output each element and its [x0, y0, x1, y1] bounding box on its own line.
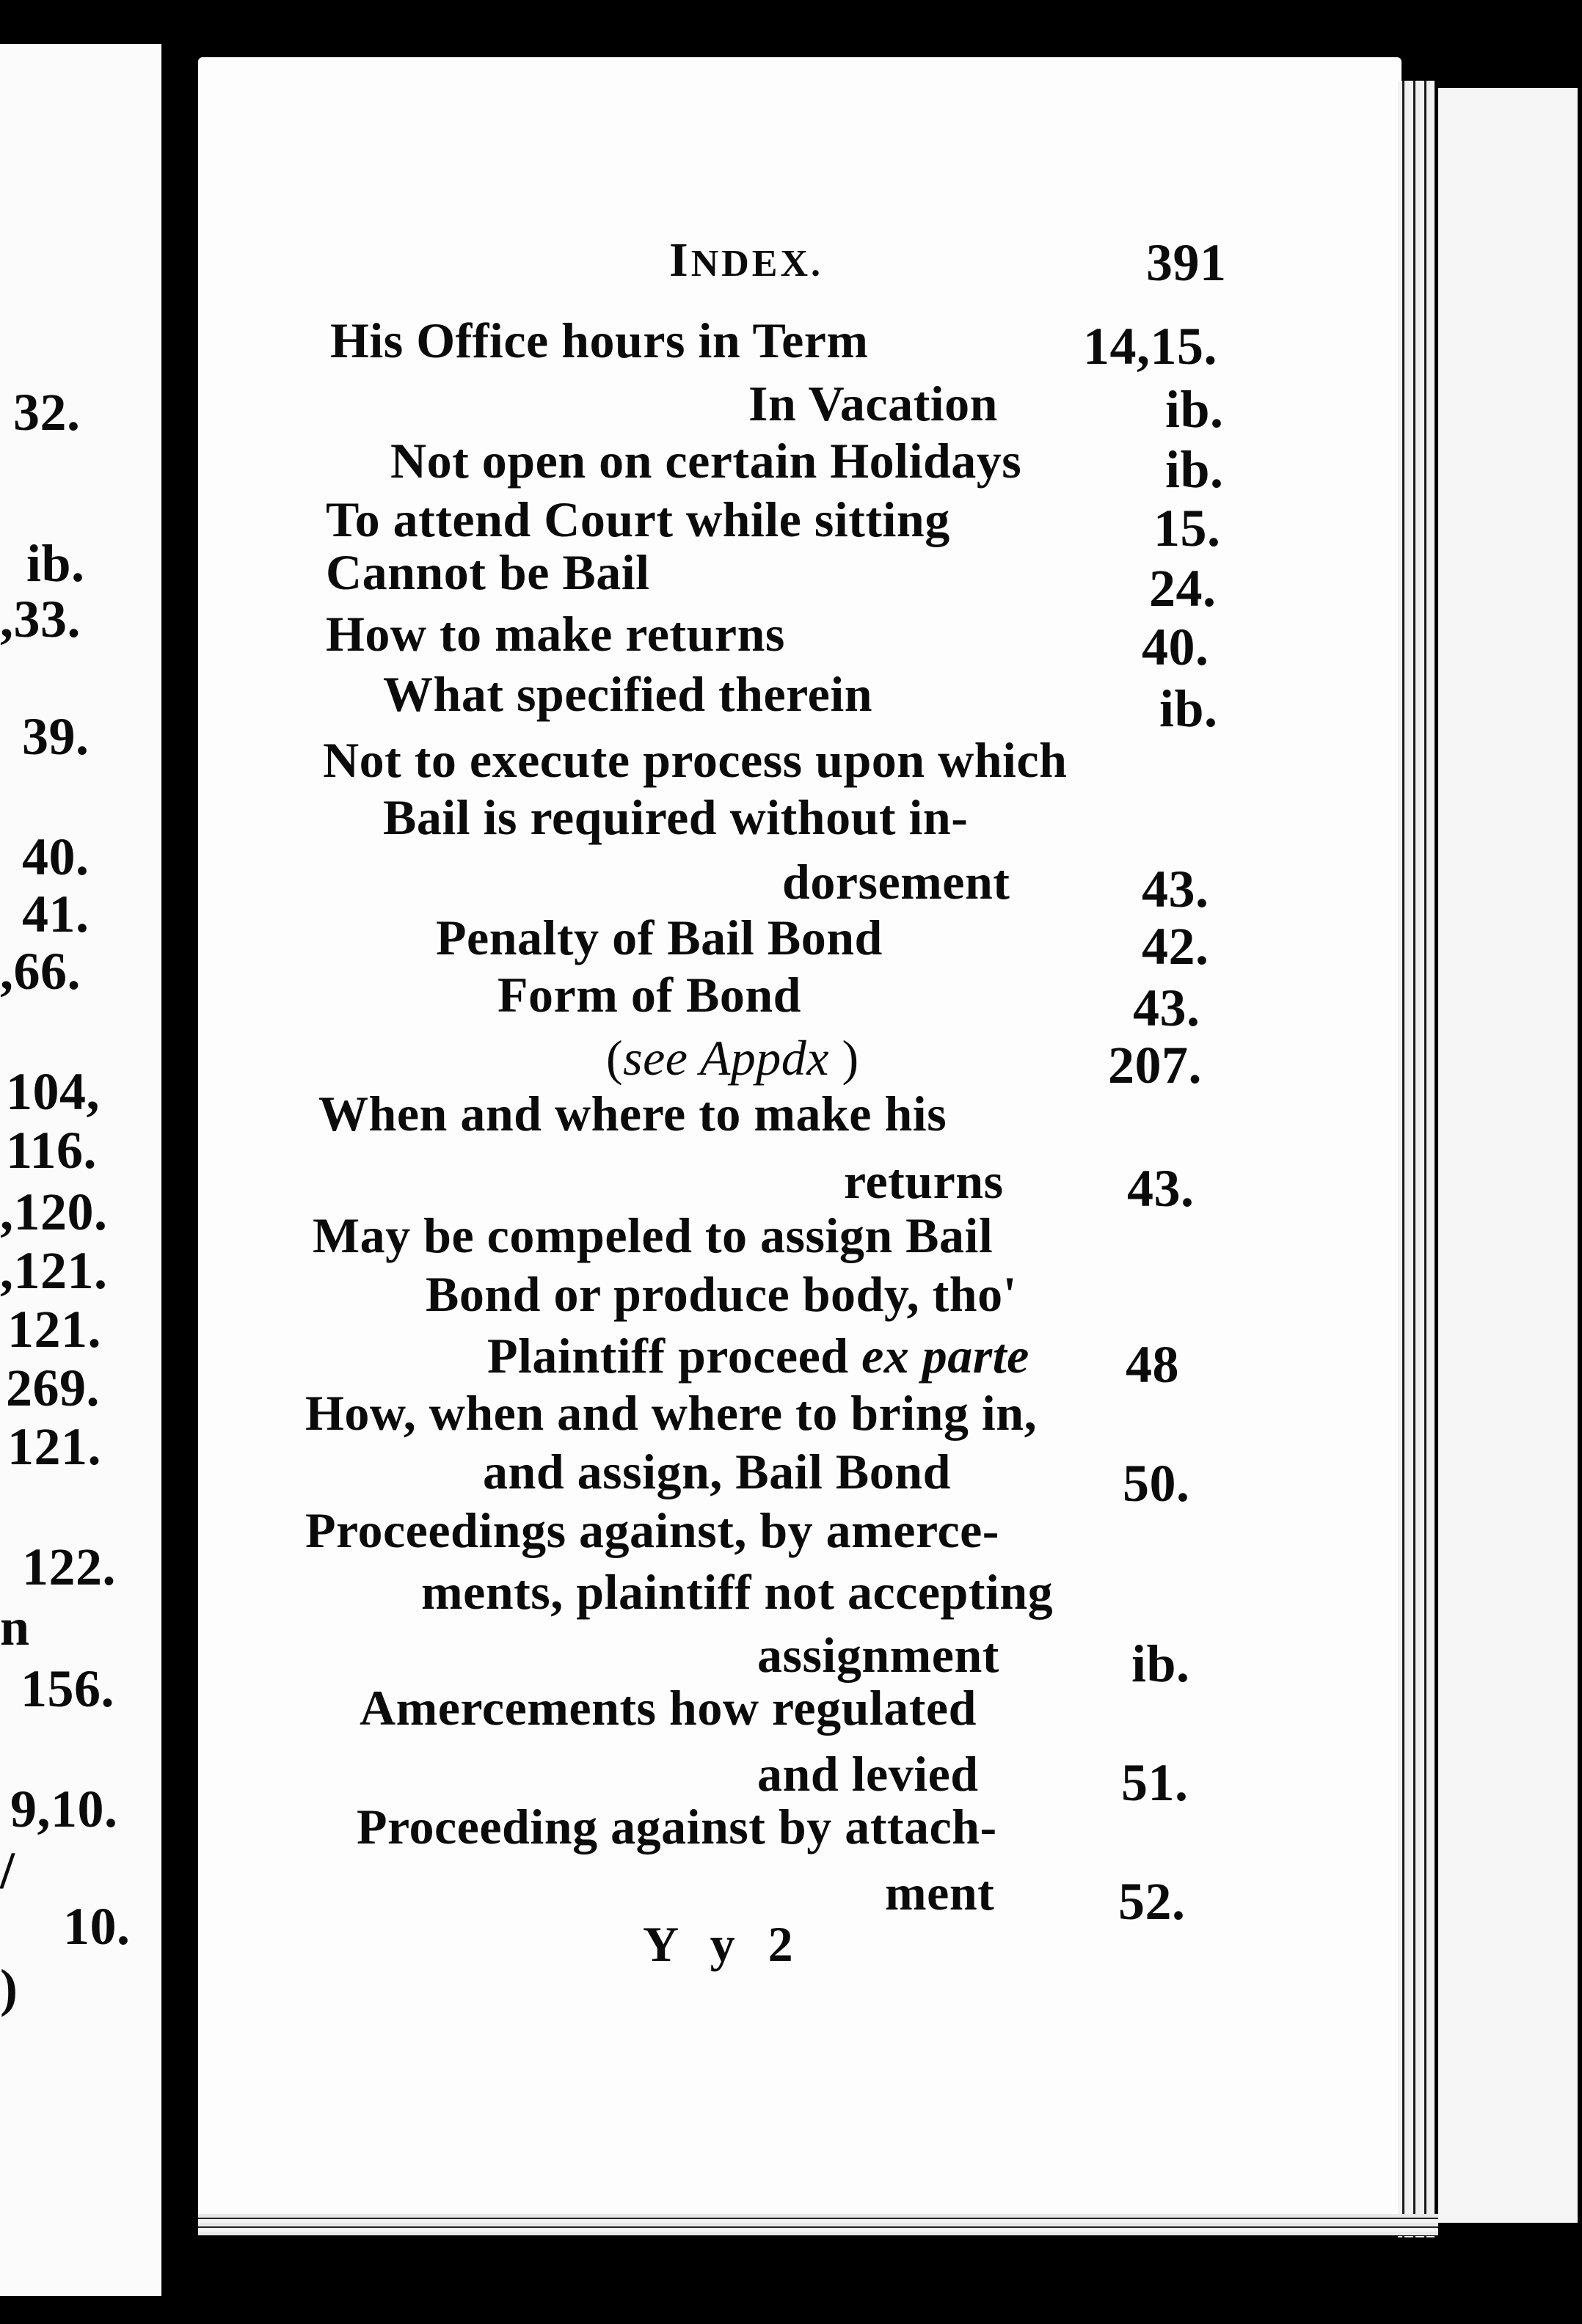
entry-text: What specified therein [383, 666, 873, 722]
entry-text: Not to execute process upon which [323, 732, 1068, 788]
entry-text: ments, plaintiff not accepting [421, 1564, 1054, 1620]
entry-text-mixed: (see Appdx ) [606, 1030, 859, 1086]
entry-text: returns [844, 1153, 1004, 1209]
left-page-number: 39. [22, 707, 90, 766]
entry-pages: 24. [1149, 559, 1217, 618]
entry-text: Bond or produce body, tho' [426, 1266, 1017, 1322]
left-page-number: 121. [7, 1300, 101, 1359]
left-page-number: 116. [6, 1121, 98, 1180]
entry-pages: ib. [1159, 679, 1218, 738]
entry-pages: 43. [1133, 979, 1200, 1037]
entry-text: How to make returns [326, 606, 785, 662]
bottom-page-edges [198, 2214, 1438, 2236]
entry-pages: 40. [1142, 618, 1209, 676]
left-page-number: 156. [21, 1659, 114, 1718]
left-page-number: 32. [13, 383, 81, 442]
entry-text: His Office hours in Term [330, 313, 869, 368]
entry-text: dorsement [782, 854, 1010, 910]
entry-text: ment [885, 1865, 995, 1921]
left-page-number: ,121. [0, 1241, 108, 1300]
entry-text: Amercements how regulated [360, 1680, 977, 1736]
left-page-number: 122. [22, 1538, 116, 1596]
page-edges [1398, 81, 1435, 2237]
entry-text: In Vacation [748, 376, 998, 431]
entry-text: and levied [757, 1746, 979, 1802]
left-page-number: 10. [63, 1897, 131, 1956]
left-page-number: 40. [22, 827, 90, 886]
entry-pages: 43. [1142, 860, 1209, 918]
entry-text: To attend Court while sitting [326, 492, 950, 547]
page-title: INDEX. [669, 233, 824, 287]
left-page-number: ,66. [0, 942, 81, 1001]
entry-text: Penalty of Bail Bond [436, 910, 883, 965]
entry-pages: ib. [1165, 380, 1224, 439]
entry-pages: 14,15. [1083, 317, 1217, 376]
entry-pages: ib. [1131, 1634, 1190, 1693]
next-page-strip [1438, 88, 1578, 2223]
entry-text: Not open on certain Holidays [390, 433, 1022, 489]
entry-pages: 51. [1121, 1753, 1189, 1812]
left-page-number: n [0, 1598, 30, 1656]
entry-text: Cannot be Bail [326, 544, 650, 600]
left-page-number: 9,10. [10, 1780, 118, 1838]
entry-text: and assign, Bail Bond [483, 1444, 951, 1499]
entry-pages: 207. [1108, 1036, 1202, 1095]
signature-mark: Y y 2 [643, 1916, 803, 1972]
entry-text: Proceeding against by attach- [357, 1799, 997, 1855]
entry-pages: 50. [1123, 1454, 1190, 1513]
facing-page [0, 44, 161, 2296]
entry-text: When and where to make his [318, 1086, 947, 1141]
entry-pages: 52. [1118, 1872, 1186, 1931]
left-page-number: 121. [7, 1417, 101, 1476]
page-number: 391 [1146, 233, 1227, 292]
entry-pages: 48 [1126, 1335, 1179, 1394]
entry-text: May be compeled to assign Bail [313, 1207, 994, 1263]
left-page-number: 104, [6, 1062, 100, 1121]
entry-text: Bail is required without in- [383, 789, 969, 845]
entry-text: How, when and where to bring in, [305, 1385, 1038, 1441]
left-page-number: ,33. [0, 590, 81, 648]
entry-pages: 43. [1127, 1159, 1195, 1218]
left-page-number: / [0, 1841, 15, 1900]
entry-text-mixed: Plaintiff proceed ex parte [487, 1328, 1029, 1384]
entry-text: assignment [757, 1627, 999, 1683]
left-page-number: ,120. [0, 1183, 108, 1241]
left-page-number: ib. [26, 534, 85, 593]
left-page-number: 41. [22, 885, 90, 943]
left-page-number: 269. [6, 1359, 100, 1417]
entry-pages: 15. [1153, 499, 1221, 558]
left-page-number: ) [0, 1959, 18, 2017]
entry-pages: 42. [1142, 917, 1209, 976]
entry-pages: ib. [1165, 440, 1224, 499]
entry-text: Form of Bond [497, 967, 801, 1023]
entry-text: Proceedings against, by amerce- [305, 1502, 999, 1558]
